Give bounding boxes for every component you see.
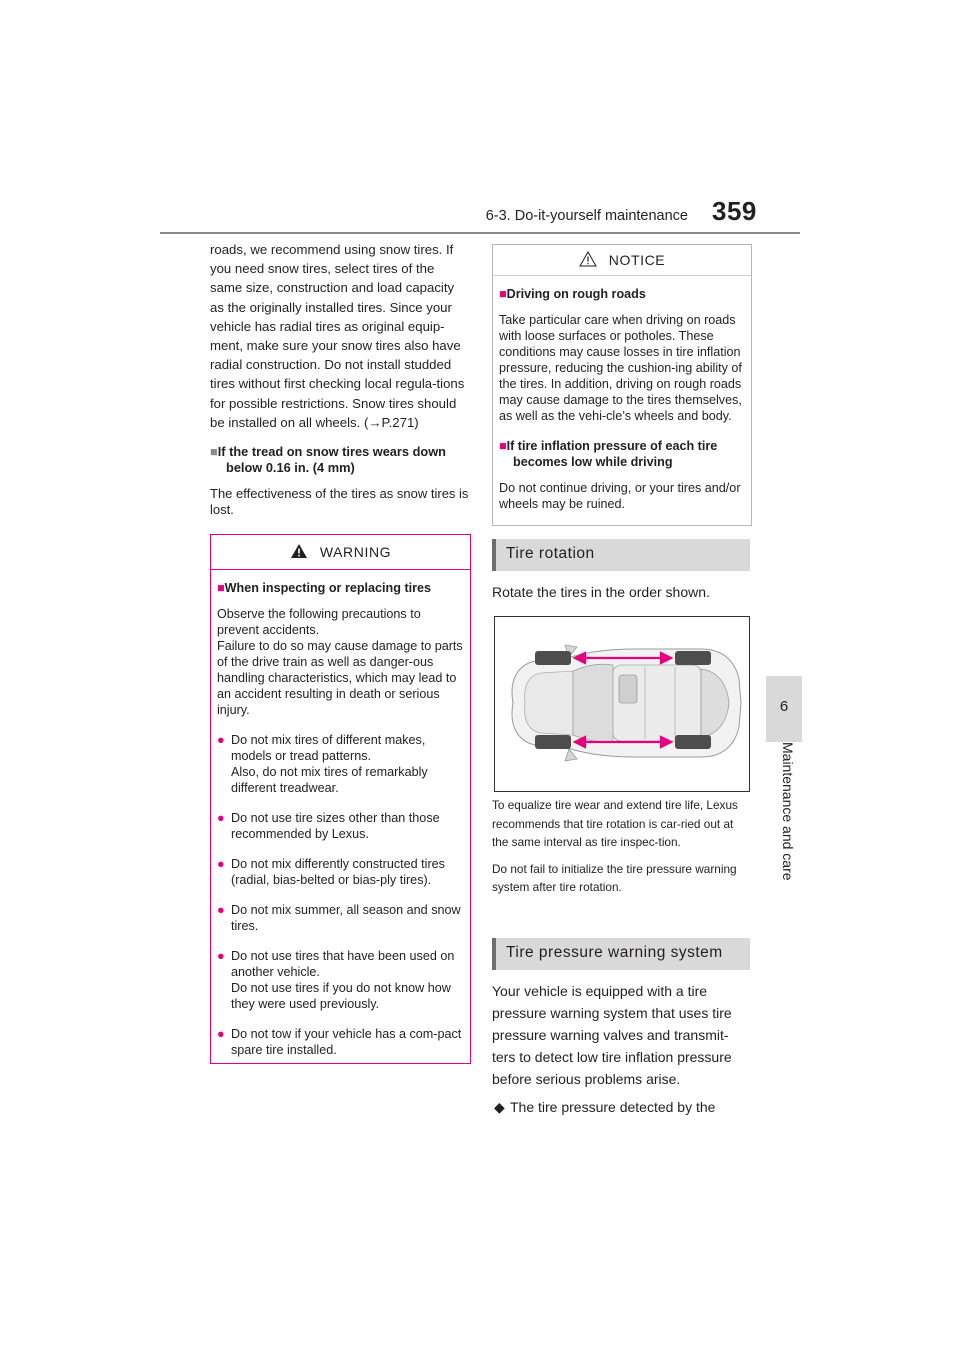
notice-subheading: ■If tire inflation pressure of each tire becomes low while driving <box>499 439 718 469</box>
car-top-view-illustration <box>495 617 749 791</box>
notice-text: Take particular care when driving on roads with loose surfaces or potholes. These conditions may cause losses in tire inflation pressure, reducing the cushion-ing ability of the tires. In addition, driving on rough roads may cause damage to the tires themselves, as well as the vehi-cle’s wheels and body. <box>499 313 742 423</box>
diamond-bullet-icon: ◆ <box>494 1099 505 1115</box>
chapter-title: Maintenance and care <box>780 742 796 881</box>
notice-box <box>492 244 752 526</box>
tpws-bullet: ◆ The tire pressure detected by the <box>492 1096 750 1118</box>
tire-rotation-notes: To equalize tire wear and extend tire life, Lexus recommends that tire rotation is car-ried out at the same interval as tire inspec-tion. Do not fail to initialize the tire pressure warning system after tire rotation. <box>492 798 738 894</box>
warning-bullet: ● Do not use tires that have been used on another vehicle. Do not use tires if you do not know how they were used previously. <box>217 949 455 1011</box>
page-number: 359 <box>712 196 757 226</box>
tire-rear-right <box>675 735 711 749</box>
bullet-icon: ● <box>217 811 225 825</box>
notice-text: Do not continue driving, or your tires and/or wheels may be ruined. <box>499 481 741 511</box>
warning-box <box>210 534 471 1064</box>
warning-title: WARNING <box>319 544 392 560</box>
notice-title: NOTICE <box>608 252 666 268</box>
warning-bullet: ● Do not mix differently constructed tires (radial, bias-belted or bias-ply tires). <box>217 857 445 887</box>
header-rule <box>160 232 800 234</box>
left-column <box>210 240 470 518</box>
bullet-icon: ● <box>217 733 225 747</box>
notice-header <box>493 245 751 276</box>
notice-triangle-icon <box>579 251 597 270</box>
tire-front-left <box>535 651 571 665</box>
tpws-heading: Tire pressure warning system <box>492 938 750 970</box>
tire-rear-left <box>675 651 711 665</box>
subheading-text: If the tread on snow tires wears down below 0.16 in. (4 mm) <box>217 444 446 476</box>
tire-rotation-figure <box>494 616 750 792</box>
warning-bullet: ● Do not mix tires of different makes, models or tread patterns. Also, do not mix tires of remarkably different treadwear. <box>217 733 428 795</box>
warning-header <box>211 535 470 570</box>
bullet-icon: ● <box>217 1027 225 1041</box>
square-bullet-icon: ■ <box>210 444 218 460</box>
snow-tire-text: The effectiveness of the tires as snow tires is lost. <box>210 486 469 518</box>
bullet-icon: ● <box>217 903 225 917</box>
warning-triangle-icon <box>290 543 308 562</box>
tire-front-right <box>535 735 571 749</box>
warning-intro: Observe the following precautions to prevent accidents. Failure to do so may cause damage to parts of the drive train as well as danger-ous handling characteristics, which may lead to an accident resulting in death or serious injury. <box>217 607 463 717</box>
warning-bullet: ● Do not use tire sizes other than those recommended by Lexus. <box>217 811 440 841</box>
warning-bullet: ● Do not mix summer, all season and snow tires. <box>217 903 461 933</box>
chapter-tab[interactable] <box>766 676 802 742</box>
tire-rotation-heading: Tire rotation <box>492 539 750 571</box>
tpws-body: Your vehicle is equipped with a tire pressure warning system that uses tire pressure warning valves and transmit-ters to detect low tire inflation pressure before serious problems arise. ◆ The tire pressure detected by the <box>492 980 750 1118</box>
notice-subheading: ■Driving on rough roads <box>499 287 646 301</box>
square-bullet-icon: ■ <box>499 439 507 453</box>
warning-subheading: ■When inspecting or replacing tires <box>217 581 432 595</box>
bullet-icon: ● <box>217 949 225 963</box>
bullet-icon: ● <box>217 857 225 871</box>
section-title: 6-3. Do-it-yourself maintenance <box>485 208 688 224</box>
warning-bullet: ● Do not tow if your vehicle has a com-pact spare tire installed. <box>217 1027 462 1057</box>
square-bullet-icon: ■ <box>499 287 507 301</box>
tire-rotation-instruction: Rotate the tires in the order shown. <box>492 584 710 600</box>
square-bullet-icon: ■ <box>217 581 225 595</box>
chapter-number: 6 <box>779 698 789 715</box>
intro-paragraph: roads, we recommend using snow tires. If you need snow tires, select tires of the same size, construction and load capacity as the originally installed tires. Since your vehicle has radial tires as original equip-ment, make sure your snow tires also have radial construction. Do not install studded tires without first checking local regula-tions for possible restrictions. Snow tires should be installed on all wheels. (→P.271) <box>210 242 465 430</box>
snow-tire-subheading <box>210 444 470 476</box>
